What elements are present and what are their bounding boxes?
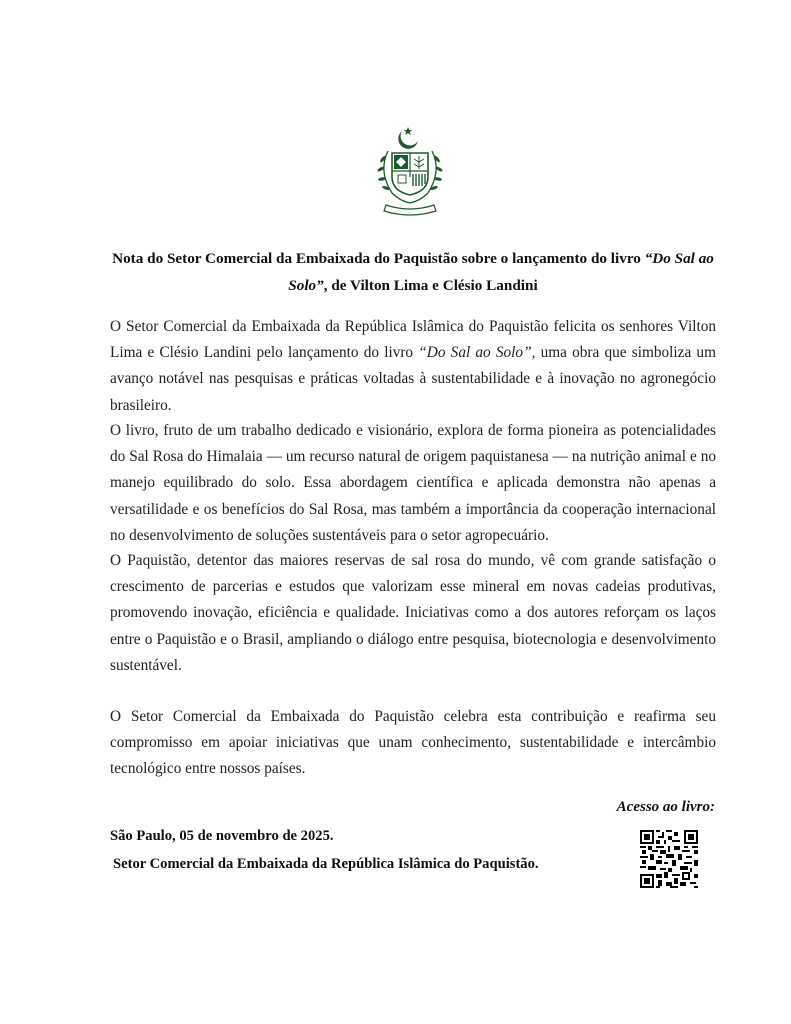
title-book-name: “Do Sal ao Solo” <box>288 250 714 294</box>
qr-code-icon[interactable] <box>640 830 698 888</box>
paragraph-1-text-a: O Setor Comercial da Embaixada da República Islâmica do Paquistão felicita os senhores Vilton Lima e Clésio Landini pelo lançamento do livro <box>110 318 716 362</box>
paragraph-1-text-b: , uma obra que simboliza um avanço notável nas pesquisas e práticas voltadas à sustentabilidade e à inovação no agronegócio brasileiro. <box>110 344 716 414</box>
paragraph-3: O Paquistão, detentor das maiores reservas de sal rosa do mundo, vê com grande satisfação o crescimento de parcerias e estudos que valorizam esse mineral em novas cadeias produtivas, promovendo inovação, eficiência e qualidade. Iniciativas como a dos autores reforçam os laços entre o Paquistão e o Brasil, ampliando o diálogo entre pesquisa, biotecnologia e desenvolvimento sustentável. <box>110 552 716 674</box>
paragraph-2: O livro, fruto de um trabalho dedicado e visionário, explora de forma pioneira as potencialidades do Sal Rosa do Himalaia — um recurso natural de origem paquistanesa — na nutrição animal e no manejo equilibrado do solo. Essa abordagem científica e aplicada demonstra não apenas a versatilidade e os benefícios do Sal Rosa, mas também a importância da cooperação internacional no desenvolvimento de soluções sustentáveis para o setor agropecuário. <box>110 422 716 544</box>
date-line: São Paulo, 05 de novembro de 2025. <box>110 828 334 844</box>
document-title <box>110 245 716 299</box>
paragraph-4: O Setor Comercial da Embaixada do Paquistão celebra esta contribuição e reafirma seu compromisso em apoiar iniciativas que unam conhecimento, sustentabilidade e intercâmbio tecnológico entre nossos países. <box>110 708 716 778</box>
paragraph-1-book-name: “Do Sal ao Solo” <box>418 344 532 362</box>
state-emblem-icon <box>368 125 452 217</box>
signature-line: Setor Comercial da Embaixada da República Islâmica do Paquistão. <box>113 856 539 872</box>
paragraph-1 <box>110 314 716 419</box>
book-access-label: Acesso ao livro: <box>616 799 715 815</box>
title-text: Nota do Setor Comercial da Embaixada do Paquistão sobre o lançamento do livro <box>112 250 645 267</box>
title-authors: , de Vilton Lima e Clésio Landini <box>323 277 538 294</box>
